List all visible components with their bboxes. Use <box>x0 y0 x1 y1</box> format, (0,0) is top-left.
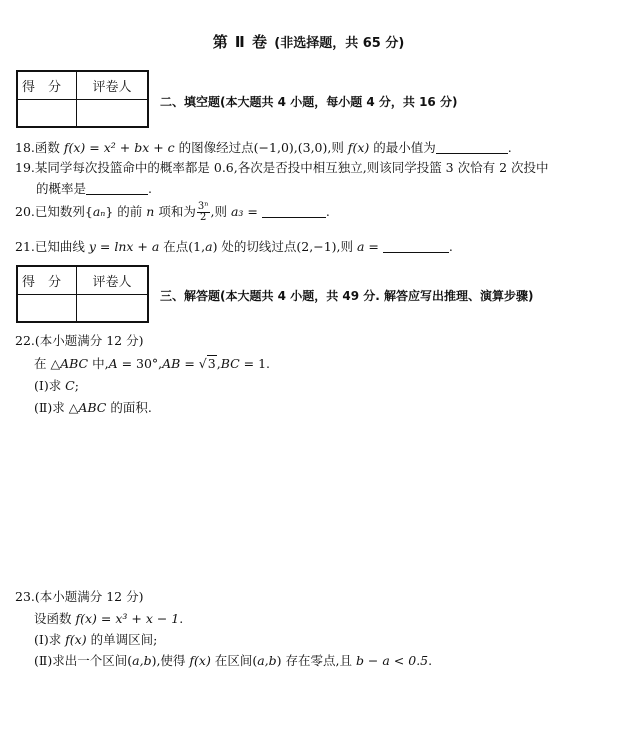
sqrt-3: √3 <box>198 356 216 371</box>
question-23-part1: (Ⅰ)求 f(x) 的单调区间; <box>34 632 158 647</box>
question-22-part2: (Ⅱ)求 △ABC 的面积. <box>34 400 152 415</box>
score-header: 得 分 <box>17 266 77 295</box>
answer-blank-21[interactable] <box>383 240 449 253</box>
question-21: 21.已知曲线 y = lnx + a 在点(1,a) 处的切线过点(2,−1),则 a = . <box>15 239 453 254</box>
title-main: 第 Ⅱ 卷 <box>212 33 269 51</box>
score-cell[interactable] <box>17 295 77 323</box>
section2-heading: 二、填空题(本大题共 4 小题，每小题 4 分，共 16 分) <box>160 95 458 109</box>
question-19: 19.某同学每次投篮命中的概率都是 0.6,各次是否投中相互独立,则该同学投篮 3 次恰有 2 次投中 <box>15 160 549 175</box>
question-20: 20.已知数列{aₙ} 的前 n 项和为 $\frac{\text{3ⁿ}}{2}$ ,则 a₃ = . <box>15 201 330 223</box>
answer-area-23[interactable] <box>15 675 595 725</box>
answer-blank-18[interactable] <box>436 141 508 154</box>
section3-heading: 三、解答题(本大题共 4 小题，共 49 分. 解答应写出推理、演算步骤) <box>160 289 534 303</box>
question-22-header: 22.(本小题满分 12 分) <box>15 333 144 348</box>
question-22-statement: 在 △ABC 中,A = 30°,AB = √3,BC = 1. <box>34 356 271 371</box>
grader-cell[interactable] <box>77 295 149 323</box>
title-subtitle: (非选择题，共 65 分) <box>274 36 405 51</box>
question-19-line2: 的概率是 . <box>36 181 152 196</box>
question-23-statement: 设函数 f(x) = x³ + x − 1. <box>34 611 184 626</box>
grader-header: 评卷人 <box>77 71 149 100</box>
score-table-2 <box>16 265 149 323</box>
question-18: 18.函数 f(x) = x² + bx + c 的图像经过点(−1,0),(3,0),则 f(x) 的最小值为 . <box>15 140 512 155</box>
score-header: 得 分 <box>17 71 77 100</box>
score-cell[interactable] <box>17 100 77 128</box>
grader-cell[interactable] <box>77 100 149 128</box>
answer-area-22[interactable] <box>15 420 595 580</box>
question-22-part1: (Ⅰ)求 C; <box>34 378 79 393</box>
answer-blank-19[interactable] <box>86 182 148 195</box>
question-23-part2: (Ⅱ)求出一个区间(a,b),使得 f(x) 在区间(a,b) 存在零点,且 b − a < 0.5. <box>34 653 433 668</box>
fraction-3n-over-2: $\frac{\text{3ⁿ}}{2}$ <box>197 201 209 223</box>
section-title <box>0 31 617 52</box>
question-23-header: 23.(本小题满分 12 分) <box>15 589 144 604</box>
grader-header: 评卷人 <box>77 266 149 295</box>
answer-blank-20[interactable] <box>262 205 326 218</box>
score-table-1 <box>16 70 149 128</box>
